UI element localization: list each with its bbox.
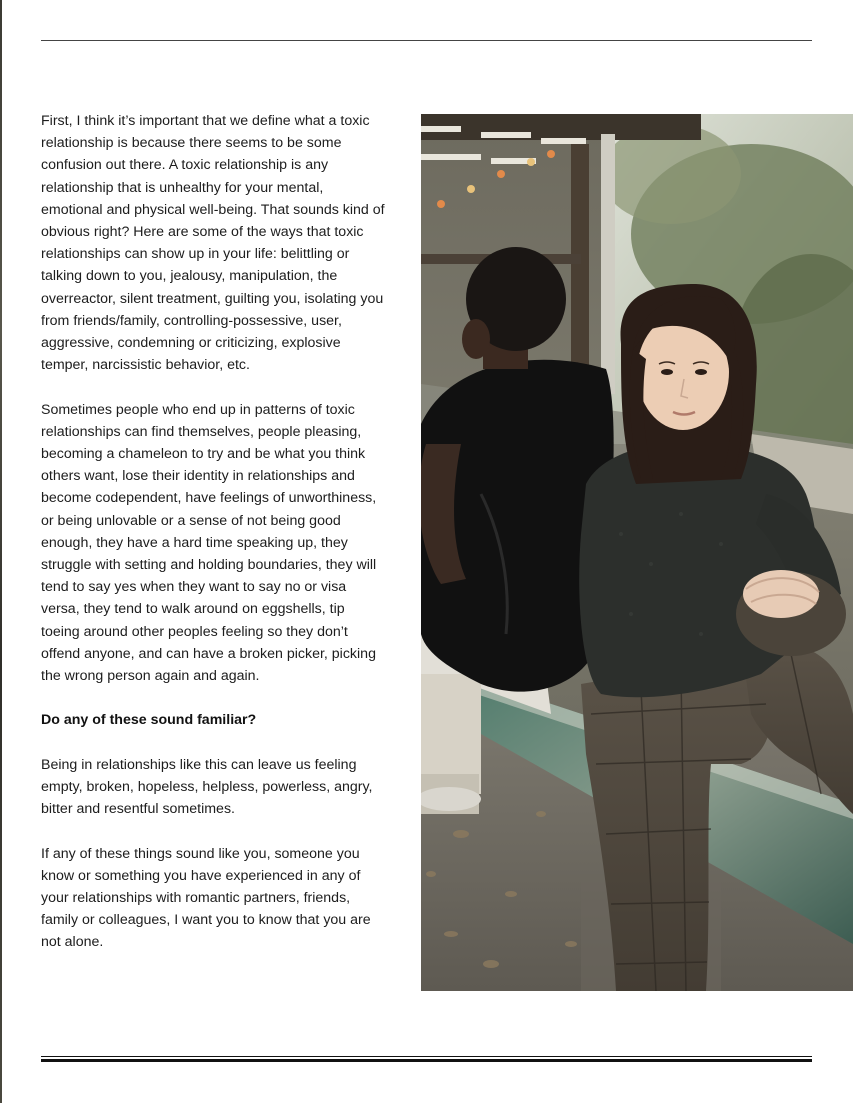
paragraph-not-alone: If any of these things sound like you, someone you know or something you have experienced in any of your relationships with romantic partners, friends, family or colleagues, I want you to know that you are not alone. [41,845,371,951]
paragraph-definition: First, I think it’s important that we define what a toxic relationship is because there seems to be some confusion out there. A toxic relationship is any relationship that is unhealthy for your mental, emotional and physical well-being. That sounds kind of obvious right? Here are some of the ways that toxic relationships can show up in your life: belittling or talking down to you, jealousy, manipulation, the overreactor, silent treatment, guilting you, isolating you from friends/family, controlling-possessive, user, aggressive, condemning or criticizing, explosive temper, narcissistic behavior, etc. [41,113,385,374]
bottom-divider [41,1056,812,1062]
article-body [41,110,386,976]
paragraph-patterns: Sometimes people who end up in patterns of toxic relationships can find themselves, people pleasing, becoming a chameleon to try and be what you think others want, lose their identity in relationships and become codependent, have feelings of unworthiness, or being unlovable or a sense of not being good enough, they have a hard time speaking up, they struggle with setting and holding boundaries, they will tend to say yes when they want to say no or visa versa, they tend to walk around on eggshells, tip toeing around other peoples feeling so they don’t offend anyone, and can have a broken picker, picking the wrong person again and again. [41,401,377,685]
section-heading: Do any of these sound familiar? [41,712,257,729]
page-edge-strip [0,0,2,1103]
paragraph-feelings: Being in relationships like this can leave us feeling empty, broken, hopeless, helpless, powerless, angry, bitter and resentful sometimes. [41,756,373,818]
top-divider [41,40,812,41]
couple-photo [421,114,853,991]
